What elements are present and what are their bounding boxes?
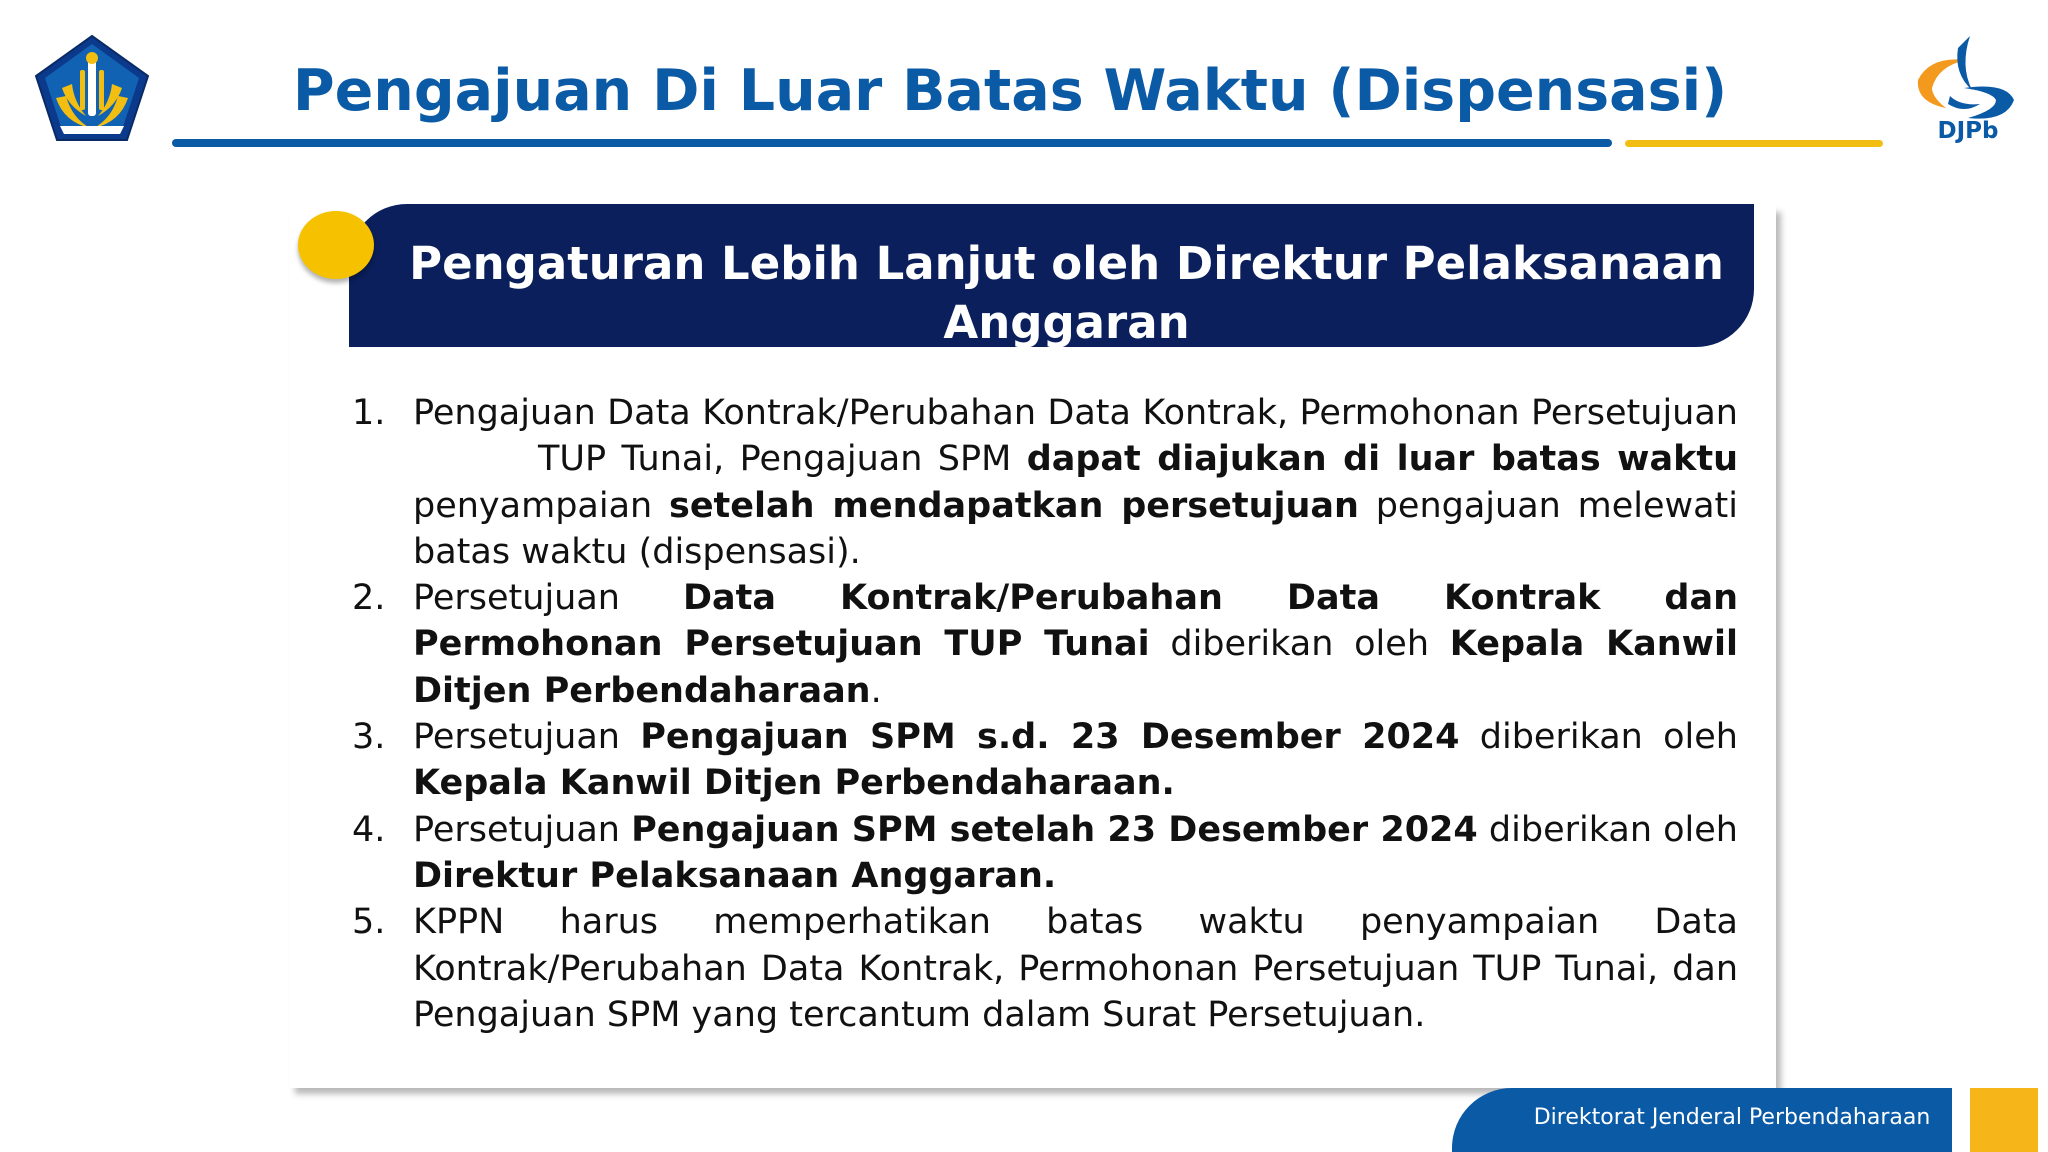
bold-text: Direktur Pelaksanaan Anggaran. bbox=[413, 855, 1057, 896]
card-heading: Pengaturan Lebih Lanjut oleh Direktur Pelaksanaan Anggaran bbox=[409, 237, 1724, 347]
item-number: 3. bbox=[352, 717, 386, 758]
item-number: 4. bbox=[352, 809, 386, 850]
bold-text: Data Kontrak/Perubahan Data Kontrak dan Permohonan Persetujuan TUP Tunai bbox=[413, 578, 1738, 665]
item-number: 1. bbox=[352, 393, 386, 433]
bold-text: Kepala Kanwil Ditjen Perbendaharaan bbox=[413, 624, 1739, 711]
item-text: . bbox=[870, 670, 882, 711]
bold-text: Pengajuan SPM setelah 23 Desember 2024 bbox=[631, 809, 1478, 850]
item-text: diberikan oleh bbox=[1149, 624, 1450, 665]
title-underline-gold bbox=[1625, 140, 1883, 147]
bold-text: Kepala Kanwil Ditjen Perbendaharaan. bbox=[413, 763, 1175, 804]
list-item bbox=[352, 714, 1738, 807]
list-item bbox=[352, 390, 1738, 575]
item-text: penyampaian bbox=[413, 485, 669, 526]
item-text: Persetujuan bbox=[413, 717, 641, 758]
item-text: Pengajuan Data Kontrak/Perubahan Data Kontrak, Permohonan Persetujuan bbox=[413, 393, 1738, 433]
footer-text: Direktorat Jenderal Perbendaharaan bbox=[1533, 1105, 1931, 1130]
item-text: KPPN harus memperhatikan batas waktu penyampaian Data Kontrak/Perubahan Data Kontrak, Permohonan Persetujuan TUP Tunai, dan Pengajuan SPM yang tercantum dalam Surat Persetujuan. bbox=[413, 902, 1738, 1035]
item-text: Persetujuan bbox=[413, 578, 683, 619]
bold-text: setelah mendapatkan persetujuan bbox=[668, 485, 1359, 526]
item-number: 5. bbox=[352, 902, 386, 943]
list-item bbox=[352, 807, 1738, 900]
djpb-logo-text: DJPb bbox=[1937, 118, 1999, 144]
footer-bar bbox=[1452, 1088, 1952, 1152]
footer-gold-block bbox=[1970, 1088, 2038, 1152]
item-number: 2. bbox=[352, 578, 386, 619]
gold-dot-decoration bbox=[298, 211, 374, 279]
regulation-list bbox=[352, 390, 1738, 1038]
item-text: diberikan oleh bbox=[1477, 809, 1738, 850]
item-text: pengajuan melewati batas waktu (dispensasi). bbox=[413, 485, 1739, 572]
list-item bbox=[352, 575, 1738, 714]
title-underline-blue bbox=[172, 139, 1612, 147]
item-text: Persetujuan bbox=[413, 809, 632, 850]
item-text: TUP Tunai, Pengajuan SPM bbox=[538, 439, 1027, 480]
page-title: Pengajuan Di Luar Batas Waktu (Dispensasi) bbox=[292, 58, 1728, 124]
item-text: diberikan oleh bbox=[1459, 717, 1738, 758]
bold-text: dapat diajukan di luar batas waktu bbox=[1026, 439, 1738, 480]
kemenkeu-emblem-icon bbox=[34, 34, 150, 142]
bold-text: Pengajuan SPM s.d. 23 Desember 2024 bbox=[640, 717, 1460, 758]
list-item bbox=[352, 899, 1738, 1038]
card-header bbox=[349, 204, 1754, 347]
